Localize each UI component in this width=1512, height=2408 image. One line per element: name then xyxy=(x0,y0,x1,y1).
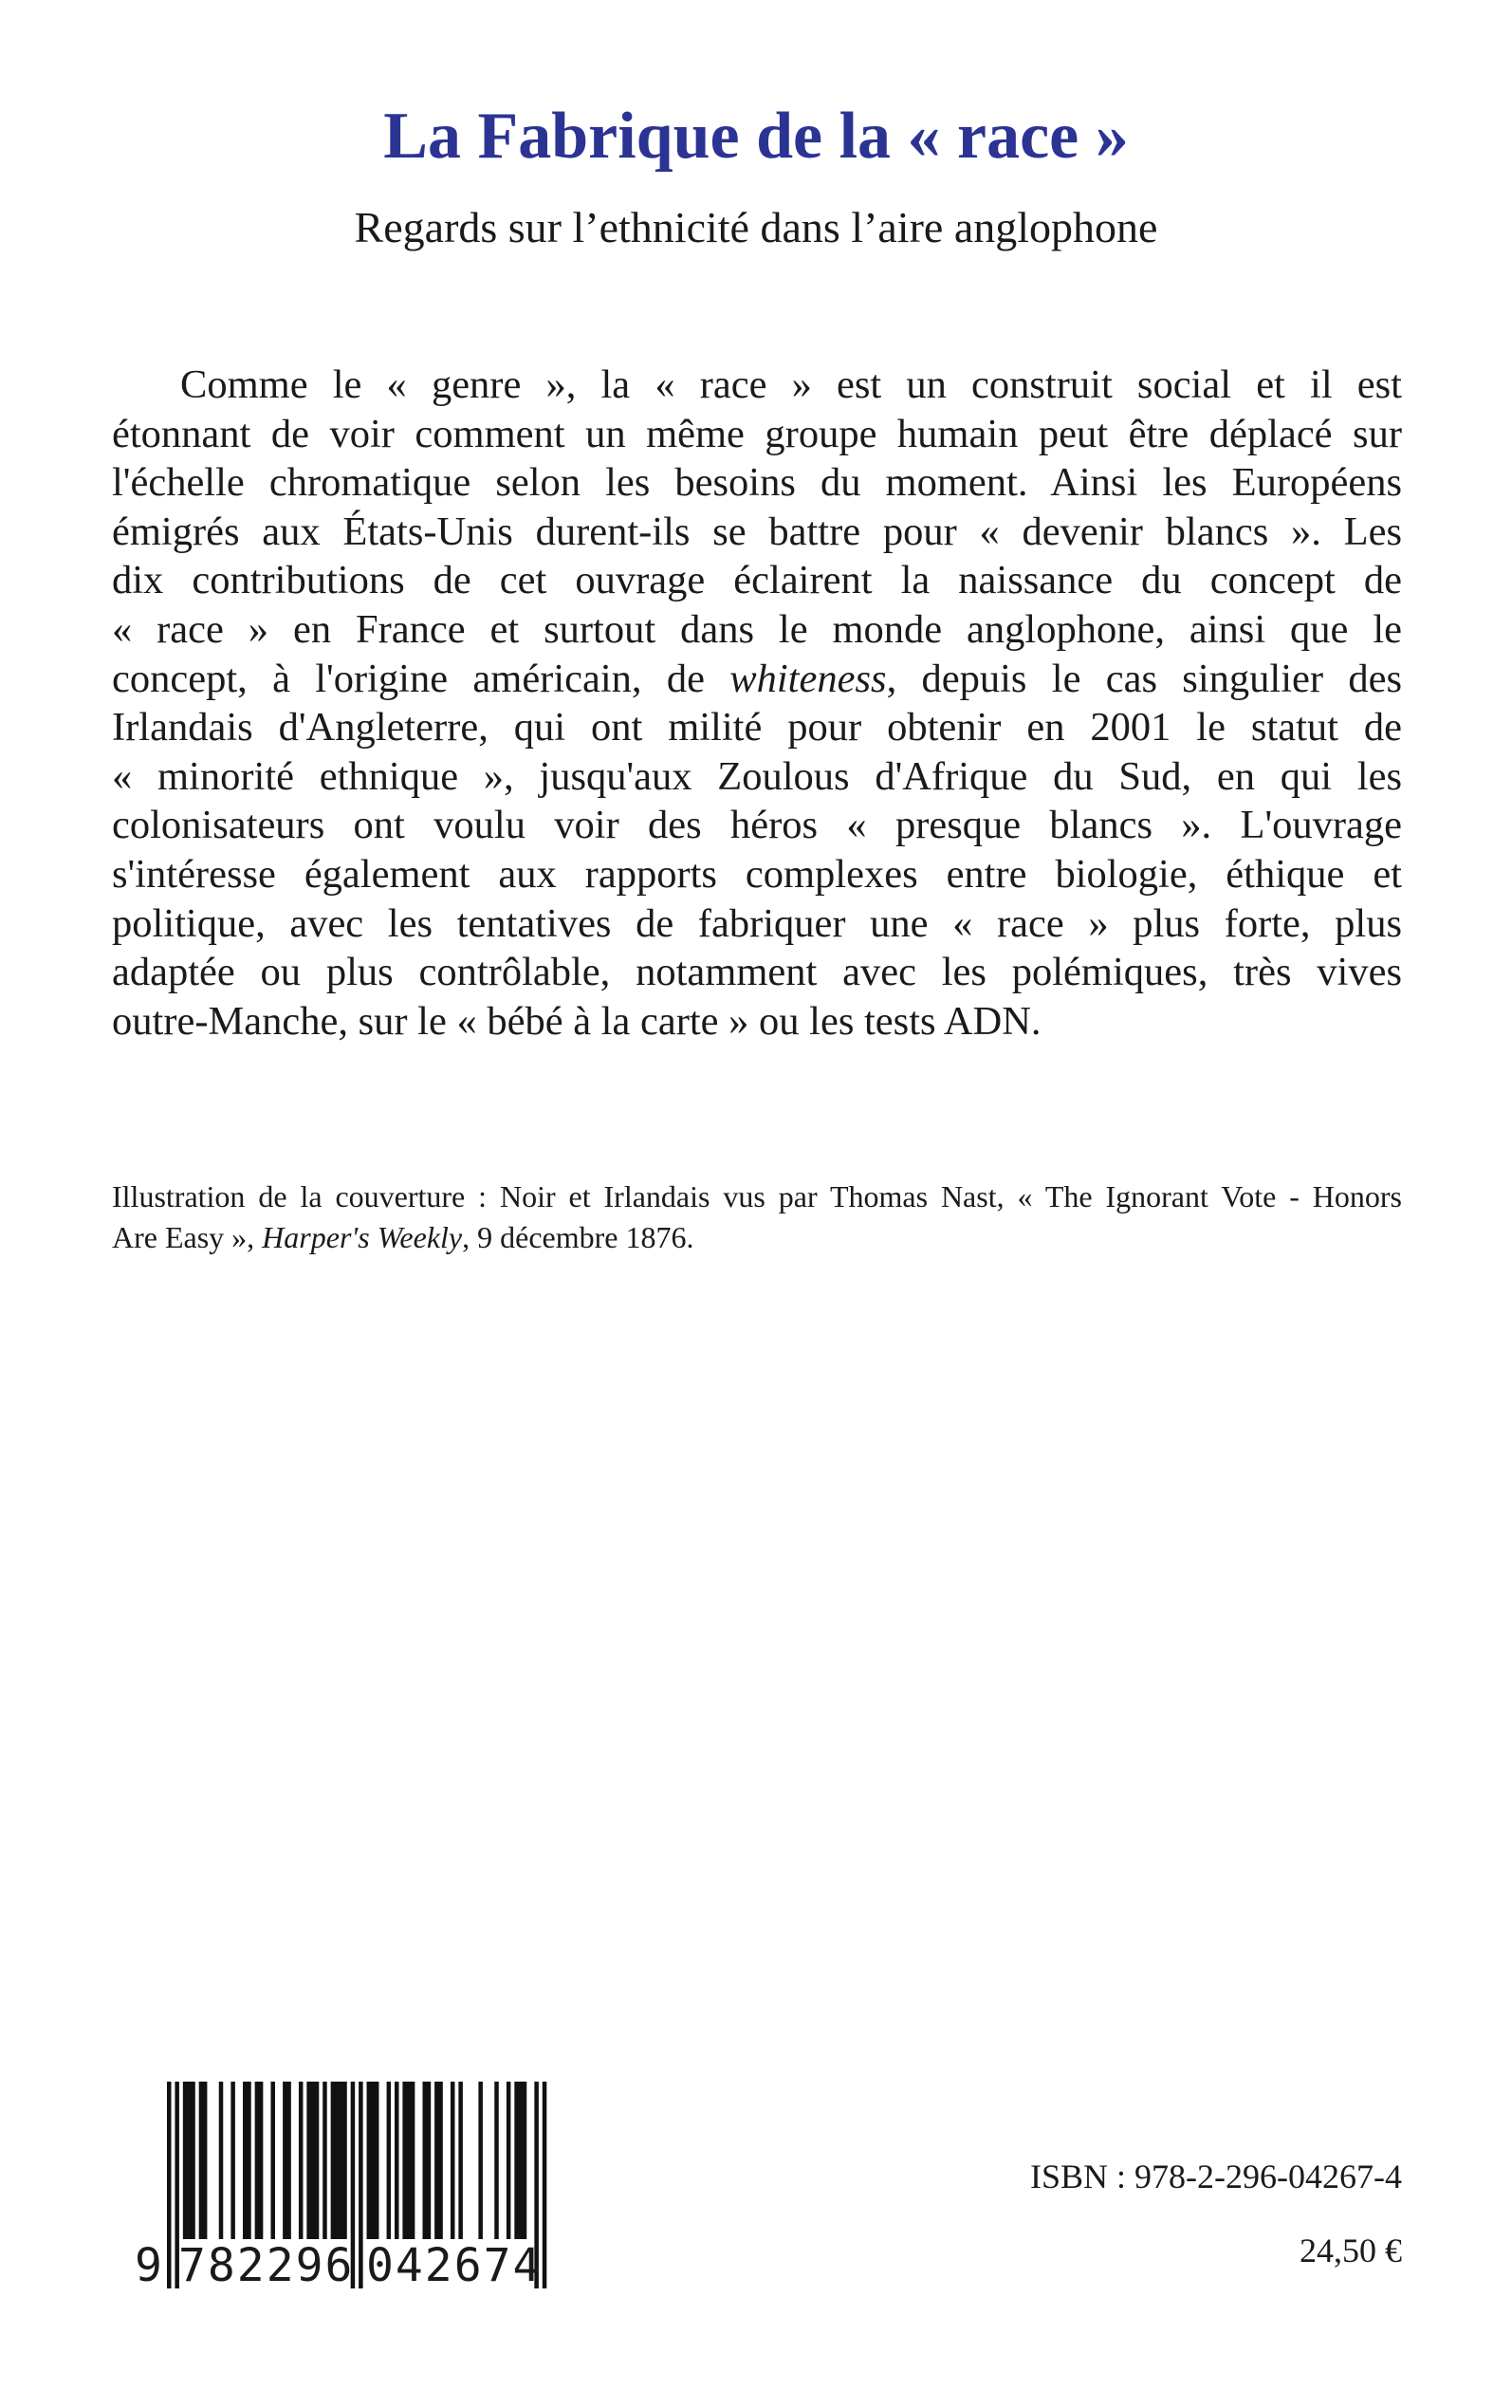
barcode-bar xyxy=(270,2082,275,2239)
barcode-bar xyxy=(283,2082,287,2239)
blurb-line: Irlandais d'Angleterre, qui ont milité pour obtenir en 2001 le statut de xyxy=(112,705,1402,750)
barcode-bar xyxy=(375,2082,379,2239)
barcode-guard-bar xyxy=(543,2082,547,2288)
barcode-bar xyxy=(407,2082,412,2239)
barcode-bar xyxy=(523,2082,527,2239)
barcode-bar xyxy=(422,2082,427,2239)
barcode-bar xyxy=(434,2082,439,2239)
barcode-bar xyxy=(342,2082,347,2239)
blurb-line: Comme le « genre », la « race » est un construit social et il est xyxy=(180,362,1402,407)
barcode-left-group: 782296 xyxy=(178,2239,355,2292)
barcode-bar xyxy=(299,2082,304,2239)
barcode-bar xyxy=(478,2082,483,2239)
barcode-bar xyxy=(311,2082,316,2239)
barcode-guard-bar xyxy=(359,2082,363,2288)
credit-italic-source: Harper's Weekly xyxy=(262,1220,463,1254)
barcode-bar xyxy=(331,2082,336,2239)
barcode-bar xyxy=(514,2082,519,2239)
barcode-bar xyxy=(306,2082,311,2239)
barcode-bar xyxy=(458,2082,463,2239)
barcode-bar xyxy=(259,2082,264,2239)
isbn-number: ISBN : 978-2-296-04267-4 xyxy=(1030,2158,1402,2195)
barcode-bar xyxy=(494,2082,499,2239)
barcode-bar xyxy=(255,2082,260,2239)
blurb-text: concept, à l'origine américain, de xyxy=(112,656,730,701)
barcode-bar xyxy=(203,2082,208,2239)
barcode-bar xyxy=(367,2082,372,2239)
blurb-line: l'échelle chromatique selon les besoins du moment. Ainsi les Européens xyxy=(112,460,1402,506)
barcode-bar xyxy=(187,2082,192,2239)
barcode-first-digit: 9 xyxy=(135,2239,164,2292)
barcode-bar xyxy=(286,2082,291,2239)
blurb-line: outre-Manche, sur le « bébé à la carte » ou les tests ADN. xyxy=(112,998,1042,1044)
barcode-bar xyxy=(451,2082,455,2239)
barcode-bar xyxy=(183,2082,188,2239)
barcode-bar xyxy=(243,2082,248,2239)
barcode-bar xyxy=(199,2082,204,2239)
barcode-bar xyxy=(323,2082,327,2239)
barcode-bar xyxy=(219,2082,224,2239)
barcode-right-group: 042674 xyxy=(366,2239,543,2292)
blurb-line: dix contributions de cet ouvrage éclairent la naissance du concept de xyxy=(112,558,1402,603)
blurb-line-italic xyxy=(112,655,1402,704)
barcode-bar xyxy=(335,2082,340,2239)
barcode-bar xyxy=(387,2082,392,2239)
cover-illustration-credit xyxy=(112,1176,1402,1258)
price-label: 24,50 € xyxy=(1300,2232,1402,2269)
barcode-bar xyxy=(247,2082,251,2239)
blurb-line: « minorité ethnique », jusqu'aux Zoulous d'Afrique du Sud, en qui les xyxy=(112,753,1402,799)
blurb-line: s'intéresse également aux rapports complexes entre biologie, éthique et xyxy=(112,851,1402,897)
back-cover-blurb xyxy=(112,361,1402,1046)
barcode-bar xyxy=(395,2082,399,2239)
blurb-line: adaptée ou plus contrôlable, notamment avec les polémiques, très vives xyxy=(112,950,1402,995)
blurb-line: émigrés aux États-Unis durent-ils se battre pour « devenir blancs ». Les xyxy=(112,509,1402,554)
blurb-line: « race » en France et surtout dans le monde anglophone, ainsi que le xyxy=(112,606,1402,652)
barcode-bar xyxy=(411,2082,415,2239)
blurb-line: politique, avec les tentatives de fabriquer une « race » plus forte, plus xyxy=(112,900,1402,946)
credit-line xyxy=(112,1217,1402,1258)
barcode-bar xyxy=(191,2082,195,2239)
credit-text: , 9 décembre 1876. xyxy=(462,1220,694,1254)
blurb-text: , depuis le cas singulier des xyxy=(886,656,1402,701)
barcode-guard-bar xyxy=(167,2082,172,2288)
barcode-bar xyxy=(438,2082,443,2239)
barcode-bar xyxy=(371,2082,376,2239)
barcode-bar xyxy=(507,2082,511,2239)
credit-line: Illustration de la couverture : Noir et Irlandais vus par Thomas Nast, « The Ignorant Vote - Honors xyxy=(112,1179,1402,1213)
barcode-bar xyxy=(519,2082,524,2239)
credit-text: Are Easy », xyxy=(112,1220,263,1254)
barcode-bar xyxy=(402,2082,407,2239)
blurb-line: étonnant de voir comment un même groupe humain peut être déplacé sur xyxy=(112,411,1402,456)
barcode-bar xyxy=(339,2082,343,2239)
barcode-bar xyxy=(230,2082,235,2239)
blurb-line: colonisateurs ont voulu voir des héros « presque blancs ». L'ouvrage xyxy=(112,803,1402,848)
book-title: La Fabrique de la « race » xyxy=(383,100,1129,173)
barcode-bar xyxy=(315,2082,320,2239)
blurb-italic-term: whiteness xyxy=(729,656,887,701)
book-subtitle: Regards sur l’ethnicité dans l’aire anglophone xyxy=(354,203,1158,251)
barcode-bar xyxy=(427,2082,432,2239)
